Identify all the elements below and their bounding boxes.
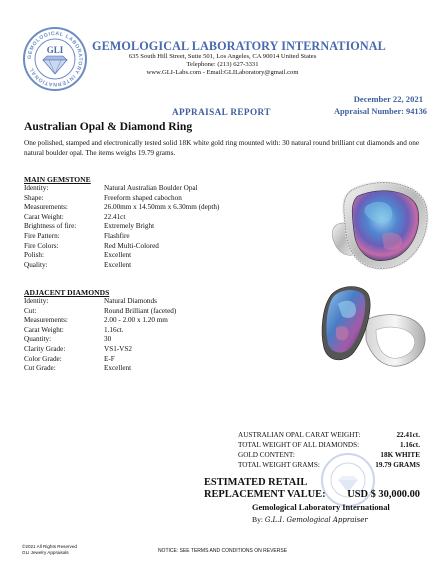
main-gemstone-heading: MAIN GEMSTONE (24, 175, 91, 184)
spec-row (24, 251, 219, 261)
spec-row (24, 364, 176, 374)
summary-key: TOTAL WEIGHT GRAMS: (238, 461, 320, 469)
spec-row (24, 213, 219, 223)
spec-key: Fire Colors: (24, 241, 59, 250)
spec-value: Excellent (104, 251, 132, 260)
spec-value: 30 (104, 335, 112, 344)
signature-lab: Gemological Laboratory International (252, 503, 390, 512)
spec-value: Freeform shaped cabochon (104, 193, 182, 202)
spec-value: 1.16ct. (104, 325, 124, 334)
summary-key: AUSTRALIAN OPAL CARAT WEIGHT: (238, 431, 361, 439)
spec-row (24, 326, 176, 336)
summary-key: TOTAL WEIGHT OF ALL DIAMONDS: (238, 441, 360, 449)
company-name: GEMOLOGICAL LABORATORY INTERNATIONAL (92, 39, 386, 53)
seal-abbrev: GLI (46, 45, 64, 55)
spec-row (24, 203, 219, 213)
spec-value: Round Brilliant (faceted) (104, 306, 177, 315)
spec-value: Extremely Bright (104, 222, 155, 231)
ring-photo-top (322, 172, 432, 282)
spec-key: Polish: (24, 251, 44, 260)
estimate-line1: ESTIMATED RETAIL (204, 477, 308, 488)
spec-row (24, 355, 176, 365)
spec-key: Cut: (24, 306, 37, 315)
summary-row (238, 440, 420, 450)
spec-key: Quality: (24, 260, 48, 269)
summary-value: 22.41ct. (396, 431, 420, 439)
summary-value: 19.79 GRAMS (375, 461, 420, 469)
summary-value: 1.16ct. (400, 441, 420, 449)
summary-row (238, 430, 420, 440)
signature-by-prefix: By: (252, 515, 263, 524)
signature-by (252, 515, 368, 524)
summary-key: GOLD CONTENT: (238, 451, 295, 459)
spec-row (24, 194, 219, 204)
spec-value: 26.00mm x 14.50mm x 6.30mm (depth) (104, 203, 220, 212)
estimate-label: REPLACEMENT VALUE: (204, 489, 326, 501)
spec-row (24, 261, 219, 271)
spec-row (24, 222, 219, 232)
company-telephone: Telephone: (213) 627-3331 (186, 61, 259, 68)
copyright-line: ©2021 All Rights Reserved (22, 544, 77, 549)
company-web-email: www.GLI-Labs.com - Email:GLILaboratory@gmail.com (146, 69, 299, 76)
spec-row (24, 184, 219, 194)
spec-value: Natural Australian Boulder Opal (104, 184, 198, 192)
spec-key: Fire Pattern: (24, 231, 60, 240)
spec-key: Identity: (24, 184, 49, 192)
appraisal-number: Appraisal Number: 94136 (333, 107, 427, 116)
item-name: Australian Opal & Diamond Ring (24, 120, 193, 133)
spec-key: Measurements: (24, 316, 68, 325)
spec-value: E-F (104, 354, 115, 363)
spec-value: Natural Diamonds (104, 297, 157, 305)
summary-value: 18K WHITE (380, 451, 420, 459)
spec-value: Excellent (104, 364, 132, 373)
estimate-line2 (204, 489, 420, 501)
spec-row (24, 316, 176, 326)
spec-row (24, 335, 176, 345)
spec-key: Clarity Grade: (24, 344, 66, 353)
estimate-value: USD $ 30,000.00 (347, 489, 420, 501)
spec-key: Quantity: (24, 335, 52, 344)
spec-row (24, 242, 219, 252)
spec-key: Carat Weight: (24, 212, 64, 221)
spec-value: Red Multi-Colored (104, 241, 159, 250)
spec-value: VS1-VS2 (104, 344, 132, 353)
spec-value: 22.41ct (104, 212, 126, 221)
spec-row (24, 232, 219, 242)
spec-key: Cut Grade: (24, 364, 56, 373)
adjacent-diamonds-table (24, 297, 176, 374)
report-date: December 22, 2021 (353, 94, 423, 104)
footer-notice: NOTICE: SEE TERMS AND CONDITIONS ON REVERSE (157, 548, 288, 554)
spec-value: 2.00 - 2.00 x 1.20 mm (104, 316, 168, 325)
seal-ring-text: GEMOLOGICAL LABORATORY INTERNATIONAL (26, 30, 84, 88)
spec-row (24, 307, 176, 317)
spec-key: Measurements: (24, 203, 68, 212)
spec-value: Flashfire (104, 231, 130, 240)
copyright-line-2: GLI Jewelry Appraisals (22, 549, 69, 555)
item-description: One polished, stamped and electronically tested solid 18K white gold ring mounted with: 30 natural round brilliant cut diamonds and one natural boulder opal. The items weighs 19.79 grams. (24, 139, 420, 157)
estimate-block (204, 477, 420, 502)
report-title: APPRAISAL REPORT (172, 107, 271, 117)
spec-key: Brightness of fire: (24, 222, 77, 231)
adjacent-diamonds-heading: ADJACENT DIAMONDS (24, 288, 110, 297)
signature-signer: G.L.I. Gemological Appraiser (264, 516, 368, 524)
spec-key: Carat Weight: (24, 325, 64, 334)
spec-value: Excellent (104, 260, 132, 269)
ring-photo-side (306, 280, 432, 374)
spec-row (24, 297, 176, 307)
spec-key: Shape: (24, 193, 44, 202)
main-gemstone-table (24, 184, 219, 270)
company-address: 635 South Hill Street, Suite 501, Los Angeles, CA 90014 United States (128, 53, 317, 60)
spec-key: Color Grade: (24, 354, 62, 363)
spec-key: Identity: (24, 297, 49, 305)
spec-row (24, 345, 176, 355)
